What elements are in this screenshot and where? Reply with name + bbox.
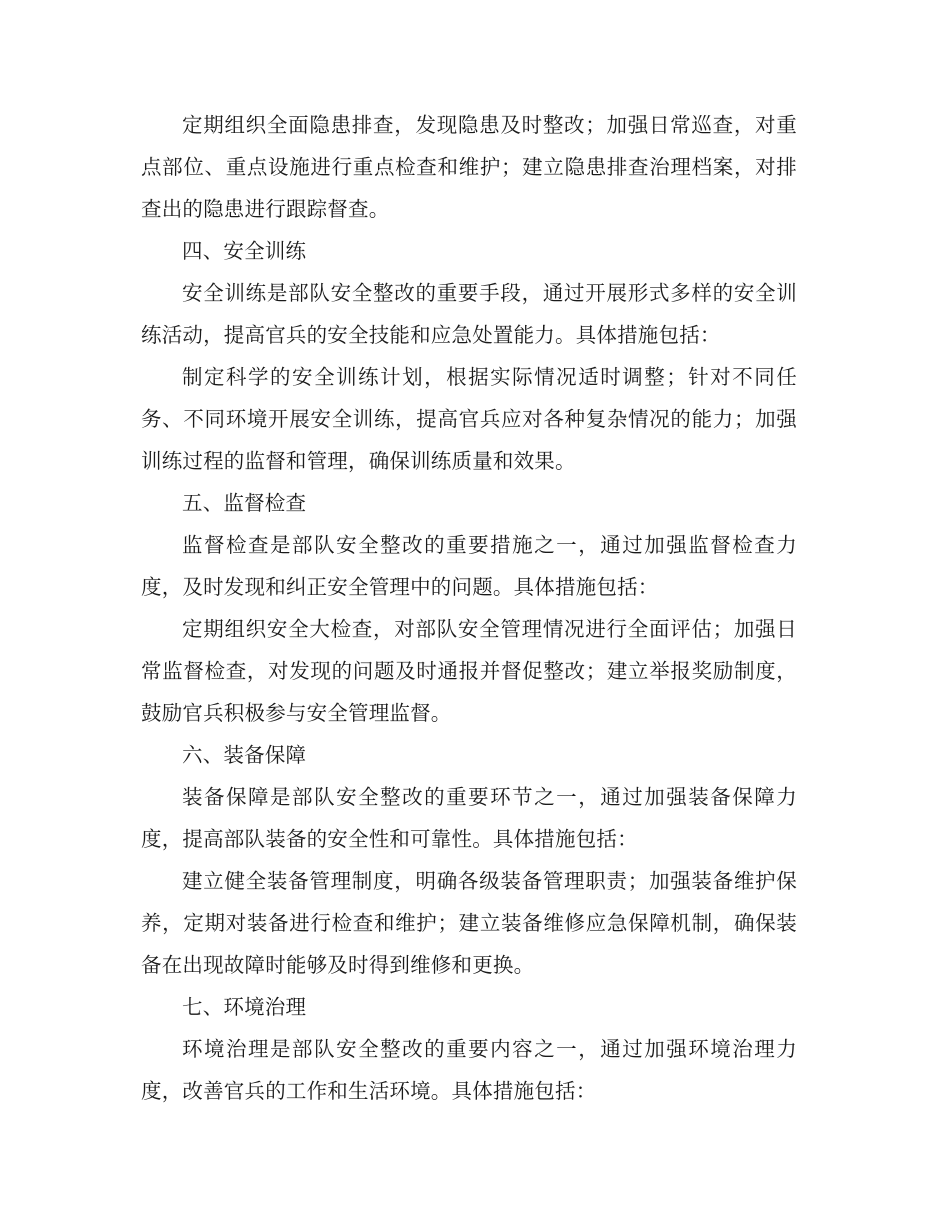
paragraph-safety-training-measures: 制定科学的安全训练计划，根据实际情况适时调整；针对不同任务、不同环境开展安全训练，提高官兵应对各种复杂情况的能力；加强训练过程的监督和管理，确保训练质量和效果。 — [141, 365, 797, 473]
paragraph-safety-training-intro: 安全训练是部队安全整改的重要手段，通过开展形式多样的安全训练活动，提高官兵的安全技能和应急处置能力。具体措施包括： — [141, 281, 797, 347]
section-heading-equipment: 六、装备保障 — [182, 743, 307, 767]
paragraph-equipment-intro: 装备保障是部队安全整改的重要环节之一，通过加强装备保障力度，提高部队装备的安全性和可靠性。具体措施包括： — [141, 785, 797, 851]
paragraph-supervision-intro: 监督检查是部队安全整改的重要措施之一，通过加强监督检查力度，及时发现和纠正安全管理中的问题。具体措施包括： — [141, 533, 797, 599]
paragraph-supervision-measures: 定期组织安全大检查，对部队安全管理情况进行全面评估；加强日常监督检查，对发现的问题及时通报并督促整改；建立举报奖励制度，鼓励官兵积极参与安全管理监督。 — [141, 617, 797, 725]
section-heading-environment: 七、环境治理 — [182, 995, 307, 1019]
document-page — [141, 104, 797, 1112]
section-heading-supervision: 五、监督检查 — [182, 491, 307, 515]
paragraph-equipment-measures: 建立健全装备管理制度，明确各级装备管理职责；加强装备维护保养，定期对装备进行检查和维护；建立装备维修应急保障机制，确保装备在出现故障时能够及时得到维修和更换。 — [141, 869, 797, 977]
section-heading-safety-training: 四、安全训练 — [182, 239, 307, 263]
paragraph-hazard-inspection: 定期组织全面隐患排查，发现隐患及时整改；加强日常巡查，对重点部位、重点设施进行重点检查和维护；建立隐患排查治理档案，对排查出的隐患进行跟踪督查。 — [141, 113, 797, 221]
paragraph-environment-intro: 环境治理是部队安全整改的重要内容之一，通过加强环境治理力度，改善官兵的工作和生活环境。具体措施包括： — [141, 1037, 797, 1103]
